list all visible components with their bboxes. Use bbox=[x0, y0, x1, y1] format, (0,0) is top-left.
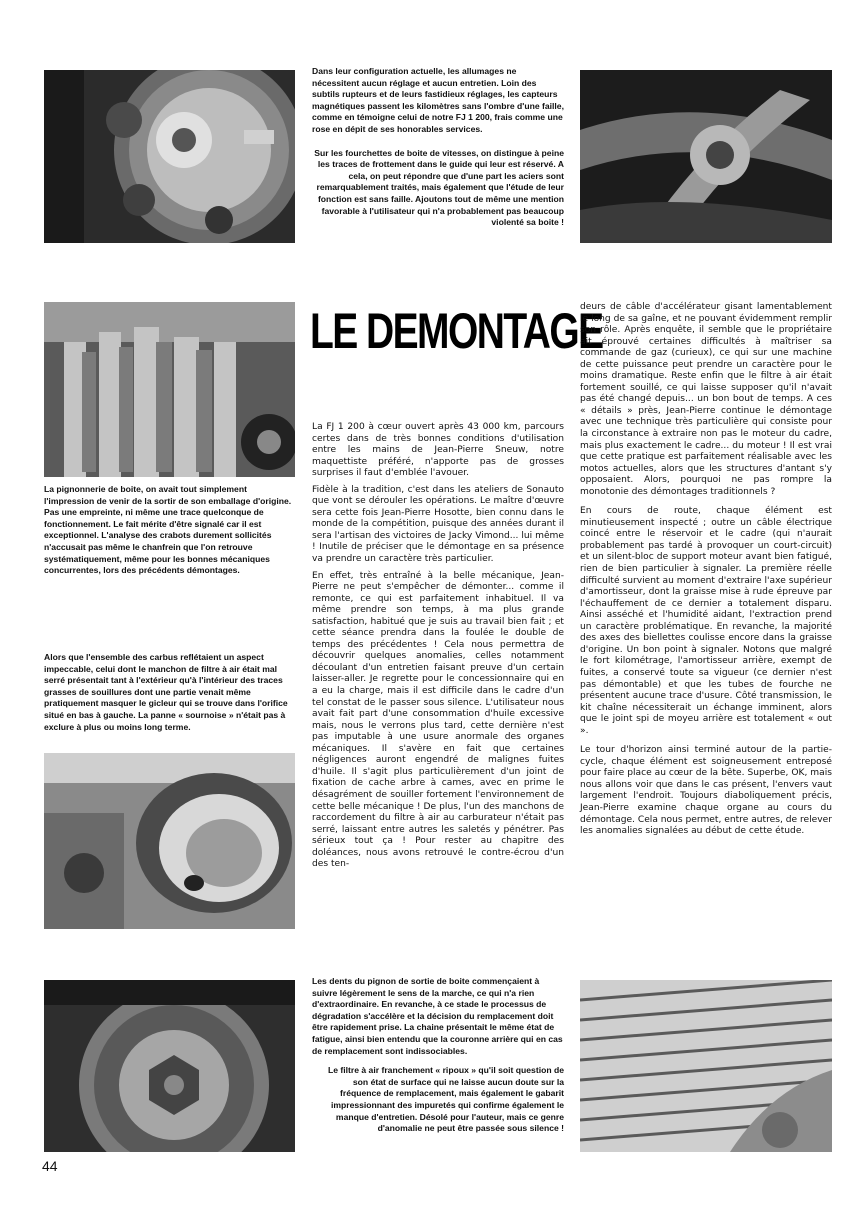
filter-caption: Le filtre à air franchement « ripoux » qu'il soit question de son état de surface qui ne laisse aucun doute sur la fréquence de remplacement, mais également le gabarit impressionnant des impuretés qui confirme également le manque d'entretien. Désolé pour l'auteur, mais ce genre d'anomalie ne peut être passée sous silence ! bbox=[327, 1065, 564, 1134]
ignition-photo bbox=[44, 70, 295, 243]
fork-caption: Sur les fourchettes de boite de vitesses, on distingue à peine les traces de frottement dans le guide qui leur est réservé. A cela, on peut répondre que d'une part les aciers sont remarquablement traités, mais également que l'étude de leur fonction est sans faille. Ajoutons tout de même une mention favorable à l'utilisateur qui n'a probablement pas beaucoup violenté sa boite ! bbox=[314, 147, 564, 228]
article-paragraph: Fidèle à la tradition, c'est dans les ateliers de Sonauto que vont se dérouler les opérations. Le maître d'œuvre sera cette fois Jean-Pierre Hosotte, bien connu dans le monde de la compétition, puisque des années durant il sera l'artisan des victoires de Jacky Vimond... lui même ! Inutile de préciser que le démontage en sa présence va prendre un caractère très particulier. bbox=[312, 484, 564, 565]
carbs-caption bbox=[44, 652, 294, 740]
gearbox-fork-photo bbox=[580, 70, 832, 243]
page-number: 44 bbox=[42, 1158, 58, 1174]
article-paragraph: En effet, très entraîné à la belle mécanique, Jean-Pierre ne peut s'empêcher de démonter... comme il remonte, ce qui est parfaitement inhabituel. Il va même prendre son temps, à ma plus grande satisfaction, habitué que je suis au travail bien fait ; et cette séance prendra dans la foulée le double de temps des précédentes ! Cela nous permettra de découvrir quelques anomalies, celles notamment découlant d'un entretien faisant preuve d'un certain laisser-aller. Je regrette pour le concessionnaire qui en a eu la charge, mais il est difficile dans le cadre d'un tel constat de le passer sous silence. L'utilisateur nous avait fait part d'une consommation d'huile excessive mais, nous le verrons plus tard, cette dernière n'est pas imputable à une usure anormale des organes mécaniques. Il s'avère en fait que certaines négligences auront engendré de malignes fuites d'huile. Il s'agit plus particulièrement d'un joint de fixation de cache arbre à cames, avec en prime le désagrément de souiller fortement l'environnement de cette belle mécanique ! De plus, l'un des manchons de raccordement du filtre à air au carburateur n'était pas serré, laissant entre autres les saletés y pénétrer. Pas sérieux tout ça ! Pour rester au chapitre des doléances, nous avons retrouvé le contre-écrou d'un des ten- bbox=[312, 570, 564, 870]
sprocket-caption: Les dents du pignon de sortie de boite commençaient à suivre légèrement le sens de la marche, ce qui n'a rien d'extraordinaire. En revanche, à ce stade le processus de dégradation s'accélère et la décision du remplacement doit être rapidement prise. La chaine présentait le même état de fatigue, ainsi bien entendu que la couronne arrière qui en cas de remplacement sont indissociables. bbox=[312, 976, 563, 1056]
carbs-caption-text: Alors que l'ensemble des carbus reflétaient un aspect impeccable, celui dont le manchon de filtre à air était mal serré présentait tant à l'extérieur qu'à l'intérieur des traces grasses de souillures dont une partie venait même pratiquement masquer le gicleur qui se trouve dans l'orifice situé en bas à gauche. La panne « sournoise » n'était pas à exclure à plus ou moins long terme. bbox=[44, 652, 288, 732]
bottom-center-caption bbox=[312, 976, 564, 1142]
article-title-text: LE DEMONTAGE bbox=[310, 303, 603, 359]
article-column-2 bbox=[580, 302, 832, 843]
top-center-caption bbox=[312, 66, 564, 236]
sprocket-photo bbox=[44, 980, 295, 1152]
article-paragraph: En cours de route, chaque élément est minutieusement inspecté ; outre un câble électrique coincé entre le réservoir et le cadre (qui n'aurait probablement pas tardé à provoquer un court-circuit) et un silent-bloc de support moteur avant bien fatigué, rien de bien particulier à signaler. La première réelle difficulté survient au moment d'extraire l'axe supérieur d'amortisseur, dont la graisse mise à rude épreuve par l'échauffement de ce dernier a totalement disparu. Ainsi asséché et l'humidité aidant, l'extraction prend un caractère problématique. En revanche, la majorité des axes des biellettes coulisse encore dans la graisse d'origine. Un bon point à signaler. Notons que malgré le fort kilométrage, l'amortisseur arrière, exempt de fuites, a conservé toute sa vigueur (ce dernier n'est pas démontable) et que les tubes de fourche ne présentent aucune trace d'usure. Côté transmission, le kit chaîne nécessiterait un échange imminent, alors que le joint spi de moyeu arrière est totalement « out ». bbox=[580, 506, 832, 736]
air-filter-photo bbox=[580, 980, 832, 1152]
gears-caption-text: La pignonnerie de boite, on avait tout simplement l'impression de venir de la sortir de son emballage d'origine. Pas une empreinte, ni même une trace quelconque de fonctionnement. Le fait mérite d'être signalé car il est exceptionnel. L'analyse des crabots durement sollicités n'accusait pas même le chanfrein que l'on retrouve systématiquement, même pour les bonnes mécaniques concurrentes, lors des précédents démontages. bbox=[44, 484, 292, 576]
gears-caption bbox=[44, 484, 294, 584]
carburetor-photo bbox=[44, 753, 295, 929]
ignition-caption: Dans leur configuration actuelle, les allumages ne nécessitent aucun réglage et aucun entretien. Loin des subtils rupteurs et de leurs fastidieux réglages, les capteurs magnétiques passent les kilomètres sans l'ombre d'une faille, comme en témoigne celui de notre FJ 1 200, frais comme une rose en dépit de ses honorables services. bbox=[312, 66, 564, 134]
article-title bbox=[310, 300, 603, 362]
article-paragraph: Le tour d'horizon ainsi terminé autour de la partie-cycle, chaque élément est soigneusement entreposé pour faire place au cœur de la bête. Superbe, OK, mais nous allons voir que dans le cas présent, l'envers vaut largement l'endroit. Toujours diaboliquement précis, Jean-Pierre examine chaque organe au cours du démontage. Cela nous permet, entre autres, de relever les anomalies signalées au début de cette étude. bbox=[580, 745, 832, 837]
gearbox-gears-photo bbox=[44, 302, 295, 477]
article-paragraph: La FJ 1 200 à cœur ouvert après 43 000 km, parcours certes dans de très bonnes conditions d'utilisation entre les mains de Jean-Pierre Sneuw, notre maquettiste préféré, n'apporte pas de grosses surprises il faut d'emblée l'avouer. bbox=[312, 422, 564, 479]
article-column-1 bbox=[312, 422, 564, 876]
article-paragraph: deurs de câble d'accélérateur gisant lamentablement le long de sa gaîne, et ne pouvant évidemment remplir son rôle. Après enquête, il semble que le propriétaire ait éprouvé certaines difficultés à maîtriser sa commande de gaz (curieux), ce qui sur une machine de cette puissance peut prendre un caractère pour le moins dramatique. Reste enfin que le filtre à air était fortement souillé, ce qui laisse supposer qu'il n'avait pas été changé depuis... un bon bout de temps. A ces « détails » près, Jean-Pierre continue le démontage avec une technique très particulière qui consiste pour la circonstance à extraire non pas le moteur du cadre, mais plus exactement le cadre... du moteur ! Il est vrai que cette pratique est parfaitement réalisable avec les motos actuelles, alors que les structures d'antant s'y opposaient. Alors, pourquoi ne pas rompre la monotonie des démontages traditionnels ? bbox=[580, 302, 832, 497]
